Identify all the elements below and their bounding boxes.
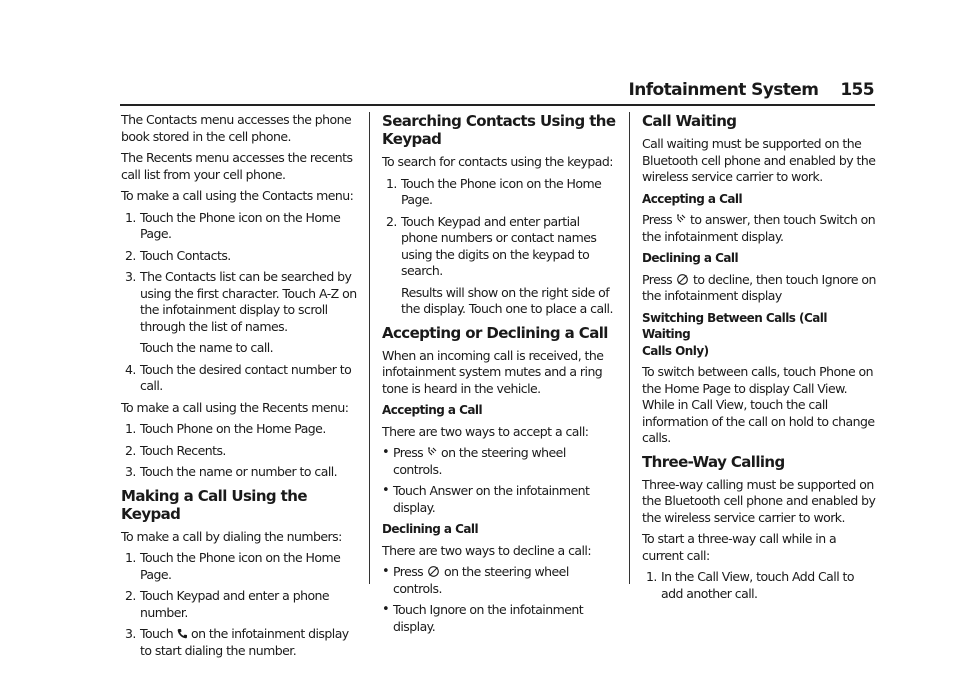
subheading: Accepting a Call — [642, 191, 743, 206]
end-call-icon — [676, 274, 689, 285]
page-number: 155 — [840, 80, 874, 100]
list-item: 1. In the Call View, touch Add Call to add another call. — [646, 569, 855, 601]
column-3 — [642, 112, 878, 607]
paragraph: To make a call using the Contacts menu: — [121, 188, 354, 203]
accept-bullets — [382, 445, 618, 516]
paragraph: To search for contacts using the keypad: — [382, 154, 613, 169]
push-to-talk-icon — [676, 214, 686, 225]
end-call-icon — [427, 566, 440, 577]
list-item: • Press on the steering wheel controls. — [382, 564, 618, 597]
push-to-talk-icon — [427, 447, 437, 458]
list-item: 1. Touch the Phone icon on the Home Page. — [125, 550, 341, 582]
paragraph: The Contacts menu accesses the phone book stored in the cell phone. — [121, 112, 352, 144]
column-divider — [629, 112, 630, 584]
step-note: Results will show on the right side of the display. Touch one to place a call. — [401, 284, 613, 316]
decline-bullets — [382, 564, 618, 635]
search-steps-list — [382, 176, 618, 318]
paragraph: Three-way calling must be supported on the Bluetooth cell phone and enabled by the wireless service carrier to work. — [642, 476, 876, 525]
contacts-steps-list — [121, 210, 357, 395]
subheading: Accepting a Call — [382, 403, 483, 417]
subheading: Switching Between Calls (Call Waiting Calls Only) — [642, 310, 827, 358]
section-heading: Call Waiting — [642, 112, 737, 130]
list-item: 2. Touch Keypad and enter partial phone numbers or contact names using the digits on the keypad to search. Results will show on the right side of the display. Touch one to place a call. — [382, 214, 618, 318]
paragraph: Press to decline, then touch Ignore on the infotainment display — [642, 271, 876, 303]
section-heading: Searching Contacts Using the Keypad — [382, 112, 616, 148]
section-heading: Three-Way Calling — [642, 452, 785, 471]
list-item: 2. Touch Contacts. — [125, 247, 231, 263]
paragraph: Call waiting must be supported on the Bluetooth cell phone and enabled by the wireless service carrier to work. — [642, 136, 876, 184]
list-item: 3. Touch the name or number to call. — [125, 464, 338, 479]
running-header — [628, 80, 874, 100]
column-1 — [121, 112, 357, 664]
keypad-steps-list — [121, 550, 357, 659]
paragraph: To switch between calls, touch Phone on the Home Page to display Call View. While in Call View, touch the call information of the call on hold to change calls. — [642, 364, 875, 445]
subheading: Declining a Call — [642, 251, 739, 265]
list-item: 3. The Contacts list can be searched by using the first character. Touch A-Z on the infotainment display to scroll through the list of names. Touch the name to call. — [125, 269, 357, 355]
list-item: 2. Touch Recents. — [125, 442, 226, 458]
threeway-steps-list — [642, 569, 878, 602]
column-divider — [369, 112, 370, 584]
section-title: Infotainment System — [628, 80, 819, 100]
paragraph: To start a three-way call while in a current call: — [642, 531, 837, 563]
list-item: 3. Touch on the infotainment display to start dialing the number. — [125, 626, 349, 658]
list-item: • Touch Ignore on the infotainment display. — [382, 602, 618, 635]
recents-steps-list — [121, 421, 357, 481]
paragraph: Press to answer, then touch Switch on the infotainment display. — [642, 212, 876, 244]
paragraph: When an incoming call is received, the infotainment system mutes and a ring tone is heard in the vehicle. — [382, 347, 604, 396]
column-2 — [382, 112, 618, 640]
paragraph: There are two ways to decline a call: — [382, 542, 592, 558]
phone-handset-icon — [177, 628, 187, 639]
section-heading: Accepting or Declining a Call — [382, 323, 608, 342]
list-item: • Touch Answer on the infotainment display. — [382, 483, 618, 516]
list-item: • Press on the steering wheel controls. — [382, 445, 618, 478]
paragraph: To make a call using the Recents menu: — [121, 399, 349, 415]
list-item: 2. Touch Keypad and enter a phone number. — [125, 588, 330, 620]
list-item: 1. Touch Phone on the Home Page. — [125, 421, 326, 436]
paragraph: To make a call by dialing the numbers: — [121, 528, 342, 544]
paragraph: The Recents menu accesses the recents call list from your cell phone. — [121, 150, 353, 182]
subheading: Declining a Call — [382, 522, 479, 536]
header-rule — [120, 104, 875, 106]
list-item: 1. Touch the Phone icon on the Home Page. — [125, 209, 341, 241]
list-item: 1. Touch the Phone icon on the Home Page. — [386, 175, 602, 207]
step-note: Touch the name to call. — [140, 340, 274, 355]
section-heading: Making a Call Using the Keypad — [121, 486, 307, 523]
paragraph: There are two ways to accept a call: — [382, 423, 589, 439]
list-item: 4. Touch the desired contact number to call. — [125, 361, 352, 393]
